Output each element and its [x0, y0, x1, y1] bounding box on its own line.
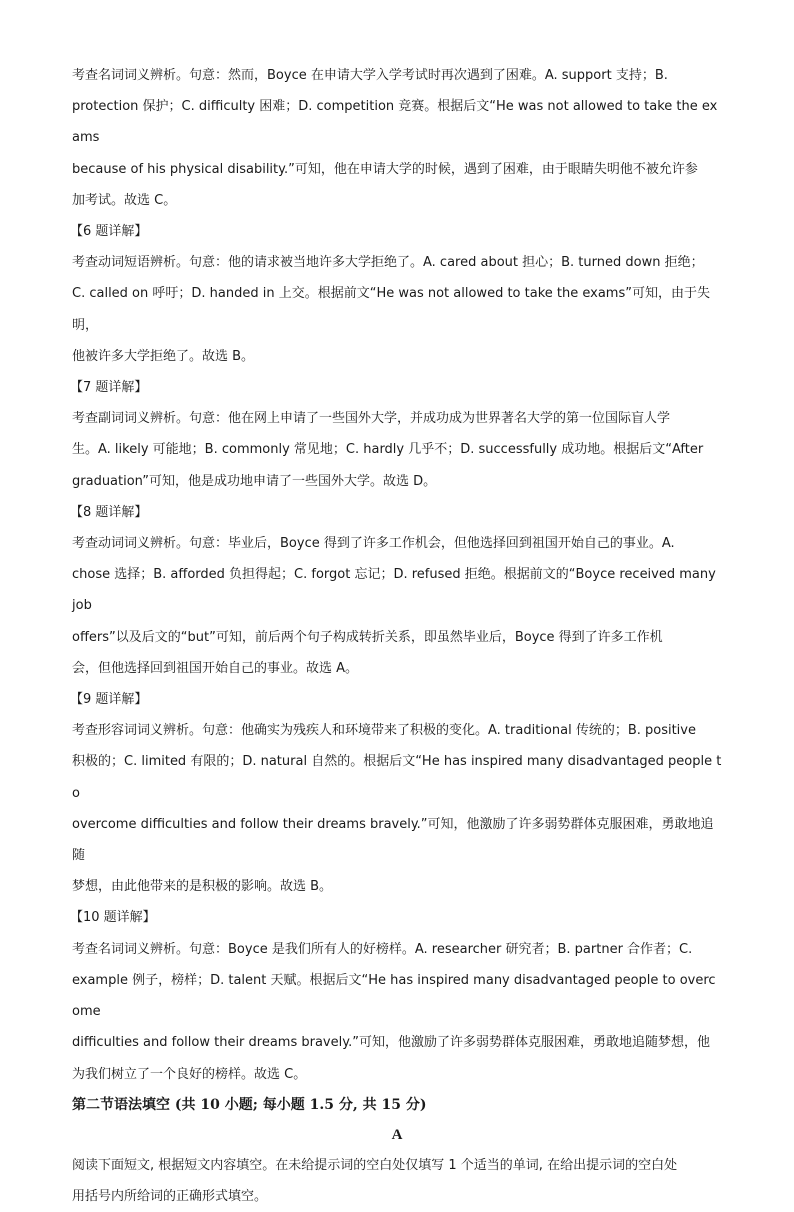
explanation-paragraph [72, 1150, 722, 1212]
text-line: 为我们树立了一个良好的榜样。故选 C。 [72, 1066, 307, 1082]
question-heading: 【7 题详解】 [70, 380, 148, 396]
text-line: 考查名词词义辨析。句意：然而，Boyce 在申请大学入学考试时再次遇到了困难。A. support 支持；B. [72, 68, 668, 83]
text-line: overcome difficulties and follow their dreams bravely.”可知，他激励了许多弱势群体克服困难，勇敢地追随 [72, 816, 714, 864]
explanation-paragraph [72, 715, 722, 902]
text-line: chose 选择；B. afforded 负担得起；C. forgot 忘记；D. refused 拒绝。根据前文的“Boyce received many job [72, 567, 720, 614]
text-line: 考查动词短语辨析。句意：他的请求被当地许多大学拒绝了。A. cared about 担心；B. turned down 拒绝； [72, 255, 704, 271]
explanation-paragraph [72, 934, 722, 1090]
explanation-paragraph [72, 247, 722, 372]
explanation-paragraph [72, 60, 722, 216]
passage-label: A [391, 1126, 403, 1143]
text-line: 考查形容词词义辨析。句意：他确实为残疾人和环境带来了积极的变化。A. traditional 传统的；B. positive [72, 723, 696, 739]
text-line: difficulties and follow their dreams bravely.”可知，他激励了许多弱势群体克服困难，勇敢地追随梦想，他 [72, 1035, 710, 1051]
text-line: 加考试。故选 C。 [72, 192, 177, 208]
text-line: because of his physical disability.”可知，他在申请大学的时候，遇到了困难，由于眼睛失明他不被允许参 [72, 161, 698, 177]
text-line: example 例子，榜样；D. talent 天赋。根据后文“He has inspired many disadvantaged people to overcome [72, 972, 716, 1020]
text-line: graduation”可知，他是成功地申请了一些国外大学。故选 D。 [72, 473, 437, 489]
text-line: 积极的；C. limited 有限的；D. natural 自然的。根据后文“He has inspired many disadvantaged people to [72, 754, 722, 801]
text-line: 用括号内所给词的正确形式填空。 [72, 1188, 268, 1204]
text-line: 考查副词词义辨析。句意：他在网上申请了一些国外大学，并成功成为世界著名大学的第一位国际盲人学 [72, 411, 671, 427]
text-line: 考查动词词义辨析。句意：毕业后，Boyce 得到了许多工作机会，但他选择回到祖国开始自己的事业。A. [72, 536, 675, 552]
question-heading: 【6 题详解】 [70, 224, 148, 240]
document-page [72, 60, 722, 1212]
question-heading: 【10 题详解】 [70, 910, 156, 926]
text-line: 阅读下面短文, 根据短文内容填空。在未给提示词的空白处仅填写 1 个适当的单词, 在给出提示词的空白处 [72, 1157, 678, 1173]
text-line: 生。A. likely 可能地；B. commonly 常见地；C. hardly 几乎不；D. successfully 成功地。根据后文“After [72, 442, 704, 458]
text-line: 考查名词词义辨析。句意：Boyce 是我们所有人的好榜样。A. researcher 研究者；B. partner 合作者；C. [72, 941, 693, 957]
explanation-paragraph [72, 528, 722, 684]
question-heading: 【8 题详解】 [70, 504, 148, 520]
text-line: offers”以及后文的“but”可知，前后两个句子构成转折关系，即虽然毕业后，Boyce 得到了许多工作机 [72, 629, 663, 645]
text-line: protection 保护；C. difficulty 困难；D. competition 竞赛。根据后文“He was not allowed to take the exams [72, 99, 718, 146]
question-heading: 【9 题详解】 [70, 692, 148, 708]
section-title: 第二节语法填空 (共 10 小题; 每小题 1.5 分, 共 15 分) [72, 1096, 427, 1113]
text-line: 梦想，由此他带来的是积极的影响。故选 B。 [72, 879, 333, 895]
explanation-paragraph [72, 403, 722, 497]
text-line: 会，但他选择回到祖国开始自己的事业。故选 A。 [72, 660, 359, 676]
text-line: C. called on 呼吁；D. handed in 上交。根据前文“He was not allowed to take the exams”可知，由于失明， [72, 286, 710, 333]
text-line: 他被许多大学拒绝了。故选 B。 [72, 348, 255, 364]
